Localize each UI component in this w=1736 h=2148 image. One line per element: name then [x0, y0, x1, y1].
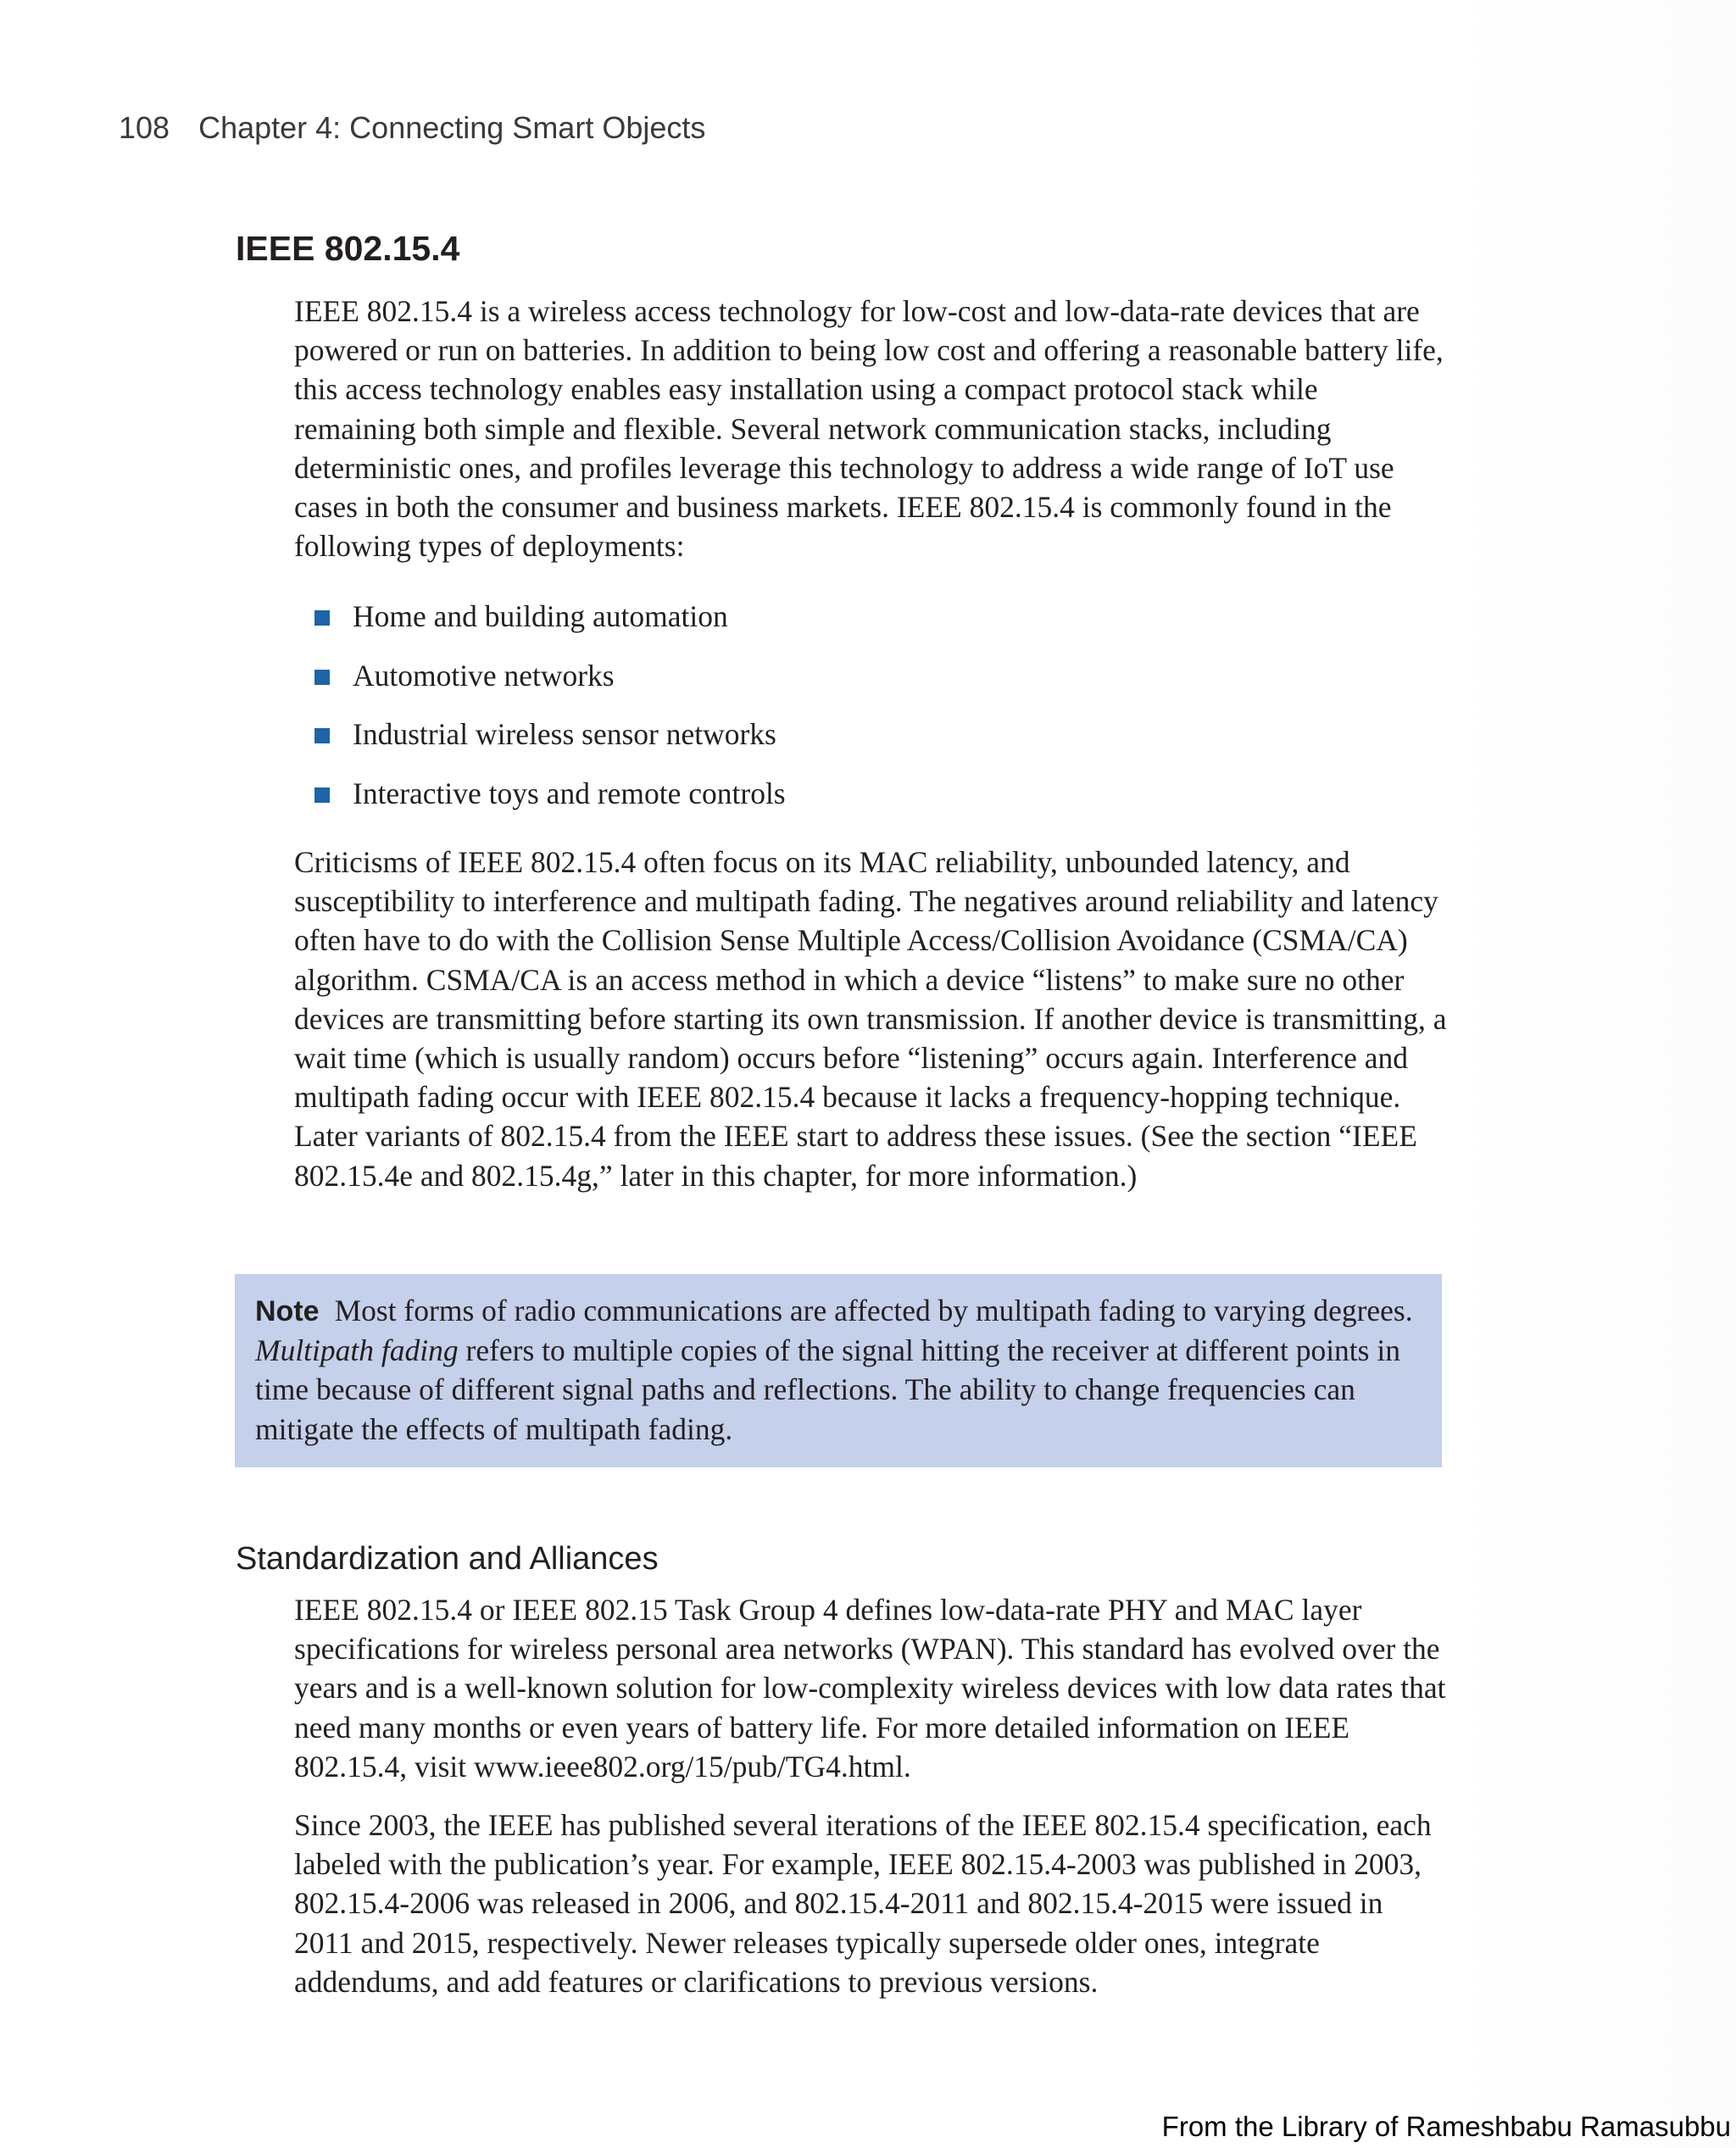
- list-item-text: Industrial wireless sensor networks: [353, 717, 776, 751]
- standardization-paragraph-1: IEEE 802.15.4 or IEEE 802.15 Task Group 4 defines low-data-rate PHY and MAC layer specifications for wireless personal area networks (WPAN). This standard has evolved over the years and is a well-known solution for low-complexity wireless devices with low data rates that need many months or even years of battery life. For more detailed information on IEEE 802.15.4, visit www.ieee802.org/15/pub/TG4.html.: [294, 1593, 1446, 1784]
- note-label: Note: [255, 1295, 320, 1327]
- note-box: [235, 1274, 1442, 1467]
- list-item: [312, 715, 1414, 774]
- criticism-paragraph: Criticisms of IEEE 802.15.4 often focus on its MAC reliability, unbounded latency, and susceptibility to interference and multipath fading. The negatives around reliability and latency often have to do with the Collision Sense Multiple Access/Collision Avoidance (CSMA/CA) algorithm. CSMA/CA is an access method in which a device “listens” to make sure no other devices are transmitting before starting its own transmission. If another device is transmitting, a wait time (which is usually random) occurs before “listening” occurs again. Interference and multipath fading occur with IEEE 802.15.4 because it lacks a frequency-hopping technique. Later variants of 802.15.4 from the IEEE start to address these issues. (See the section “IEEE 802.15.4e and 802.15.4g,” later in this chapter, for more information.): [294, 845, 1447, 1193]
- list-item-text: Interactive toys and remote controls: [353, 776, 786, 810]
- running-head: [119, 110, 705, 146]
- note-paragraph: [255, 1291, 1422, 1449]
- note-text-after: refers to multiple copies of the signal hitting the receiver at different points in time because of different signal paths and reflections. The ability to change frequencies can mitigate the effects of multipath fading.: [255, 1333, 1400, 1446]
- square-bullet-icon: [314, 728, 330, 743]
- note-term: Multipath fading: [255, 1333, 459, 1368]
- list-item-text: Automotive networks: [353, 658, 615, 693]
- square-bullet-icon: [314, 670, 330, 685]
- note-text-before: Most forms of radio communications are affected by multipath fading to varying degrees.: [334, 1294, 1413, 1327]
- deployment-list: [312, 597, 1414, 832]
- chapter-title: Chapter 4: Connecting Smart Objects: [198, 110, 706, 145]
- section-heading: IEEE 802.15.4: [236, 229, 460, 268]
- library-credit: From the Library of Rameshbabu Ramasubbu: [1161, 2111, 1731, 2142]
- subsection-heading: Standardization and Alliances: [236, 1541, 659, 1577]
- list-item: [312, 656, 1414, 715]
- standardization-paragraph-2: Since 2003, the IEEE has published several iterations of the IEEE 802.15.4 specification, each labeled with the publication’s year. For example, IEEE 802.15.4-2003 was published in 2003, 802.15.4-2006 was released in 2006, and 802.15.4-2011 and 802.15.4-2015 were issued in 2011 and 2015, respectively. Newer releases typically supersede older ones, integrate addendums, and add features or clarifications to previous versions.: [294, 1808, 1432, 1999]
- square-bullet-icon: [314, 787, 330, 803]
- list-item-text: Home and building automation: [353, 599, 728, 633]
- square-bullet-icon: [314, 610, 330, 626]
- list-item: [312, 774, 1414, 833]
- intro-paragraph: IEEE 802.15.4 is a wireless access technology for low-cost and low-data-rate devices that are powered or run on batteries. In addition to being low cost and offering a reasonable battery life, this access technology enables easy installation using a compact protocol stack while remaining both simple and flexible. Several network communication stacks, including deterministic ones, and profiles leverage this technology to address a wide range of IoT use cases in both the consumer and business markets. IEEE 802.15.4 is commonly found in the following types of deployments:: [294, 294, 1444, 564]
- list-item: [312, 597, 1414, 656]
- page-number: 108: [119, 110, 170, 145]
- page-margin-shade: [1441, 0, 1736, 2148]
